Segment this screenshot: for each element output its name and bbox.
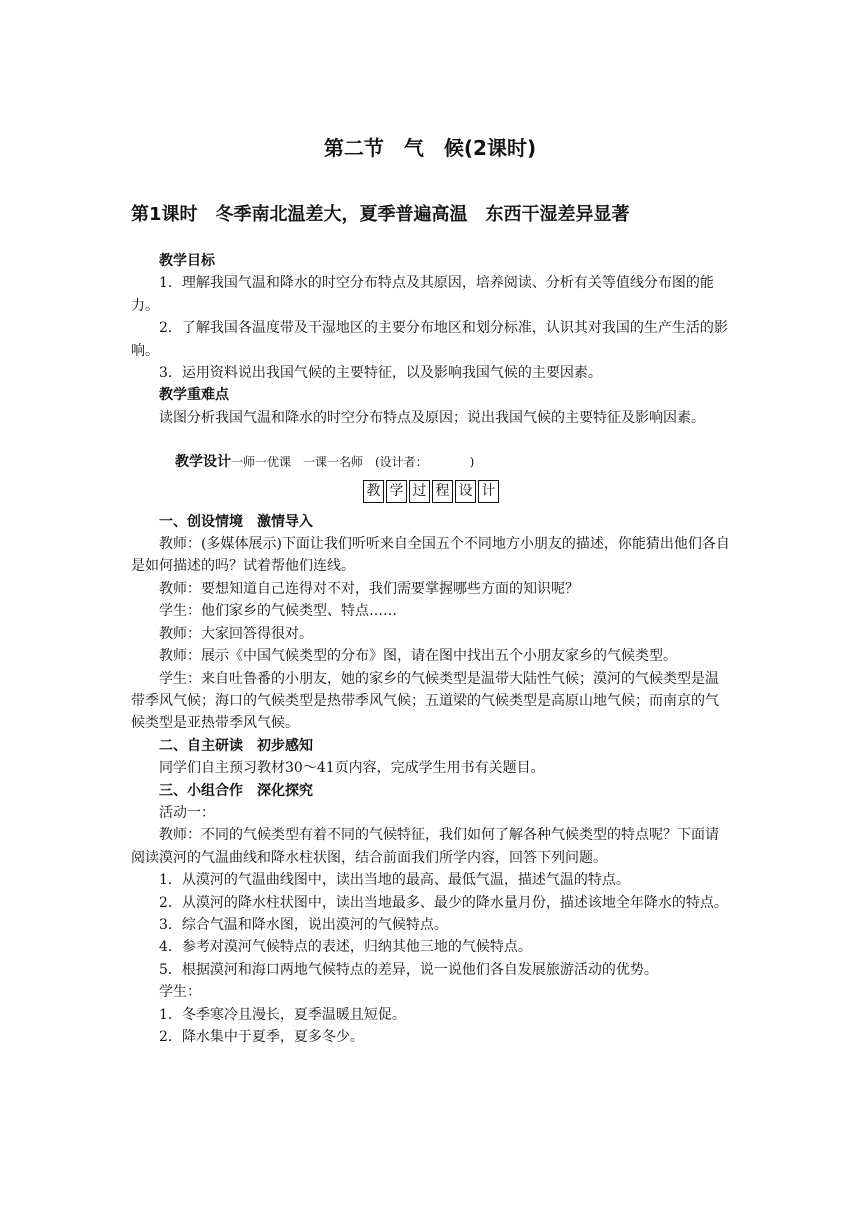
page-title: 第二节 气 候(2课时) bbox=[323, 136, 537, 160]
design-header bbox=[175, 451, 731, 473]
objective-item: 2．了解我国各温度带及干湿地区的主要分布地区和划分标准，认识其对我国的生产生活的影响。 bbox=[131, 320, 728, 359]
objectives-heading: 教学目标 bbox=[159, 253, 215, 269]
activity-label: 活动一： bbox=[159, 804, 215, 821]
section2-text: 同学们自主预习教材30～41页内容，完成学生用书有关题目。 bbox=[159, 760, 545, 777]
dialogue-line: 教师：要想知道自己连得对不对，我们需要掌握哪些方面的知识呢？ bbox=[159, 580, 579, 597]
question-item: 4．参考对漠河气候特点的表述，归纳其他三地的气候特点。 bbox=[159, 939, 532, 956]
question-item: 1．从漠河的气温曲线图中，读出当地的最高、最低气温，描述气温的特点。 bbox=[159, 872, 630, 889]
student-label: 学生： bbox=[159, 984, 201, 1001]
question-item: 2．从漠河的降水柱状图中，读出当地最多、最少的降水量月份，描述该地全年降水的特点。 bbox=[159, 894, 728, 911]
teacher-prompt: 教师：不同的气候类型有着不同的气候特征，我们如何了解各种气候类型的特点呢？下面请阅读漠河的气温曲线和降水柱状图，结合前面我们所学内容，回答下列问题。 bbox=[131, 827, 719, 866]
document-body bbox=[131, 250, 731, 1048]
dialogue-line: 教师：展示《中国气候类型的分布》图，请在图中找出五个小朋友家乡的气候类型。 bbox=[159, 648, 677, 665]
lesson-subtitle: 第1课时 冬季南北温差大，夏季普遍高温 东西干湿差异显著 bbox=[131, 204, 630, 225]
box-char: 学 bbox=[386, 480, 407, 503]
question-item: 5．根据漠河和海口两地气候特点的差异，说一说他们各自发展旅游活动的优势。 bbox=[159, 961, 658, 978]
key-points-heading: 教学重难点 bbox=[159, 387, 229, 404]
objective-item: 1．理解我国气温和降水的时空分布特点及其原因，培养阅读、分析有关等值线分布图的能力。 bbox=[131, 275, 714, 314]
answer-item: 1．冬季寒冷且漫长，夏季温暖且短促。 bbox=[159, 1006, 406, 1023]
box-char: 设 bbox=[455, 480, 476, 503]
section2-heading: 二、自主研读 初步感知 bbox=[159, 737, 313, 754]
dialogue-line: 教师：大家回答得很对。 bbox=[159, 625, 313, 642]
design-label: 教学设计 bbox=[175, 454, 231, 471]
key-points-text: 读图分析我国气温和降水的时空分布特点及原因；说出我国气候的主要特征及影响因素。 bbox=[159, 409, 705, 426]
design-slogan: 一师一优课 一课一名师 (设计者： ) bbox=[231, 455, 475, 470]
box-char: 计 bbox=[478, 480, 499, 503]
question-item: 3．综合气温和降水图，说出漠河的气候特点。 bbox=[159, 916, 448, 933]
box-char: 过 bbox=[409, 480, 430, 503]
dialogue-line: 学生：来自吐鲁番的小朋友，她的家乡的气候类型是温带大陆性气候；漠河的气候类型是温带季风气候；海口的气候类型是热带季风气候；五道梁的气候类型是高原山地气候；而南京的气候类型是亚热带季风气候。 bbox=[131, 670, 719, 732]
box-char: 教 bbox=[363, 480, 384, 503]
objective-item: 3．运用资料说出我国气候的主要特征，以及影响我国气候的主要因素。 bbox=[159, 365, 602, 382]
dialogue-line: 学生：他们家乡的气候类型、特点…… bbox=[159, 603, 397, 620]
section3-heading: 三、小组合作 深化探究 bbox=[159, 782, 313, 799]
answer-item: 2．降水集中于夏季，夏多冬少。 bbox=[159, 1029, 364, 1045]
section1-heading: 一、创设情境 激情导入 bbox=[159, 513, 313, 530]
box-char: 程 bbox=[432, 480, 453, 503]
process-design-boxes bbox=[131, 480, 731, 503]
dialogue-line: 教师：(多媒体展示)下面让我们听听来自全国五个不同地方小朋友的描述，你能猜出他们各自是如何描述的吗？试着帮他们连线。 bbox=[131, 536, 730, 575]
